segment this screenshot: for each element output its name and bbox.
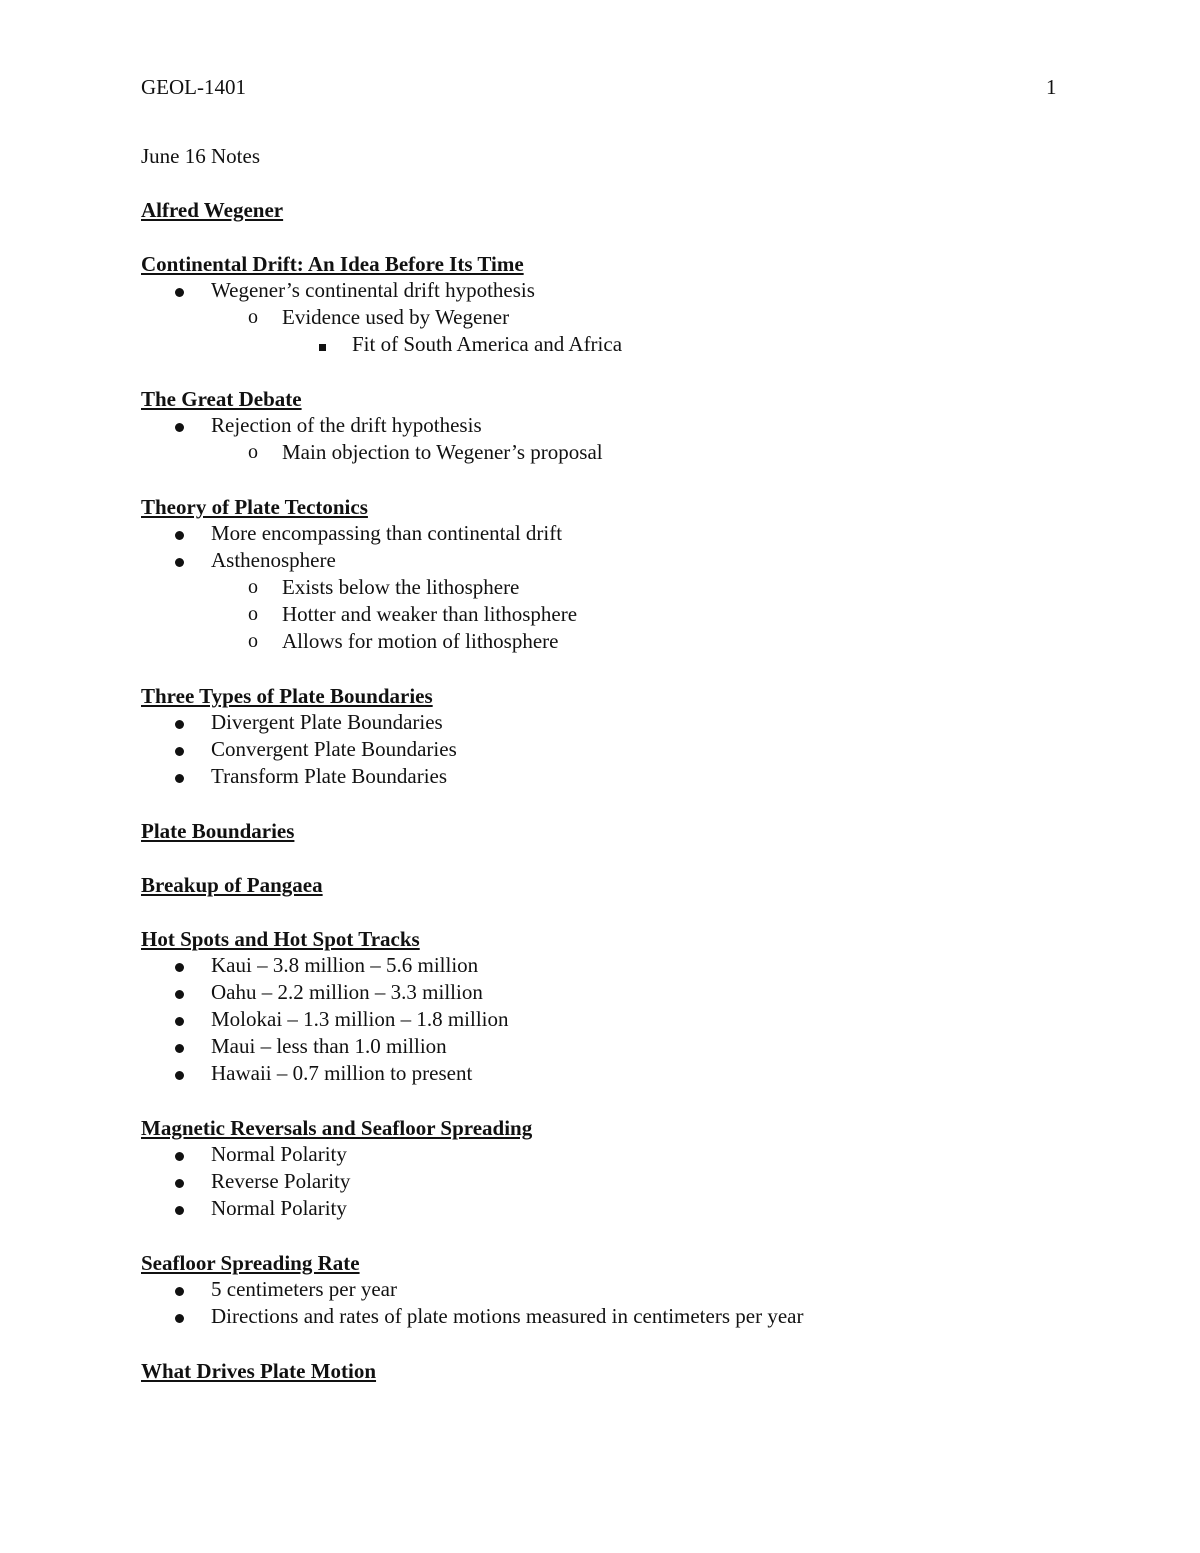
list-item bbox=[141, 1141, 1101, 1168]
list-item-text: 5 centimeters per year bbox=[211, 1277, 397, 1301]
section-heading: Alfred Wegener bbox=[141, 198, 284, 222]
list-item-text: Directions and rates of plate motions measured in centimeters per year bbox=[211, 1304, 804, 1328]
list-item-text: Hawaii – 0.7 million to present bbox=[211, 1061, 473, 1085]
list-item bbox=[141, 1195, 1101, 1222]
list-item bbox=[141, 1006, 1101, 1033]
list-item-text: Fit of South America and Africa bbox=[352, 332, 623, 356]
bullet-dot-icon bbox=[175, 520, 184, 547]
list-item bbox=[141, 709, 1101, 736]
notes-body bbox=[141, 143, 1101, 1412]
bullet-dot-icon bbox=[175, 1303, 184, 1330]
sections-container bbox=[141, 197, 1101, 1384]
list-item bbox=[141, 1060, 1101, 1087]
bullet-dot-icon bbox=[175, 979, 184, 1006]
list-item bbox=[141, 952, 1101, 979]
section-heading: Continental Drift: An Idea Before Its Time bbox=[141, 252, 524, 276]
notes-section bbox=[141, 197, 1101, 223]
notes-title: June 16 Notes bbox=[141, 144, 260, 168]
section-heading: Hot Spots and Hot Spot Tracks bbox=[141, 927, 420, 951]
list-item-text: Transform Plate Boundaries bbox=[211, 764, 448, 788]
notes-section bbox=[141, 926, 1101, 1087]
list-item bbox=[141, 277, 1101, 304]
bullet-o-marker: o bbox=[248, 603, 258, 625]
section-heading: Magnetic Reversals and Seafloor Spreading bbox=[141, 1116, 533, 1140]
list-item-text: Oahu – 2.2 million – 3.3 million bbox=[211, 980, 483, 1004]
section-heading: Breakup of Pangaea bbox=[141, 873, 323, 897]
bullet-dot-icon bbox=[175, 1168, 184, 1195]
list-item-text: Kaui – 3.8 million – 5.6 million bbox=[211, 953, 479, 977]
list-item-text: Asthenosphere bbox=[211, 548, 336, 572]
list-item bbox=[141, 1276, 1101, 1303]
list-item bbox=[141, 439, 1101, 466]
notes-section bbox=[141, 386, 1101, 466]
section-heading: Seafloor Spreading Rate bbox=[141, 1251, 360, 1275]
bullet-dot-icon bbox=[175, 1195, 184, 1222]
list-item bbox=[141, 628, 1101, 655]
section-heading: What Drives Plate Motion bbox=[141, 1359, 377, 1383]
bullet-o-marker: o bbox=[248, 576, 258, 598]
list-item bbox=[141, 331, 1101, 358]
notes-section bbox=[141, 1250, 1101, 1330]
list-item-text: Exists below the lithosphere bbox=[282, 575, 520, 599]
list-item-text: Maui – less than 1.0 million bbox=[211, 1034, 447, 1058]
bullet-dot-icon bbox=[175, 1060, 184, 1087]
list-item-text: Convergent Plate Boundaries bbox=[211, 737, 457, 761]
list-item-text: Normal Polarity bbox=[211, 1142, 347, 1166]
notes-section bbox=[141, 1358, 1101, 1384]
bullet-dot-icon bbox=[175, 412, 184, 439]
bullet-dot-icon bbox=[175, 1141, 184, 1168]
bullet-dot-icon bbox=[175, 277, 184, 304]
list-item bbox=[141, 763, 1101, 790]
bullet-dot-icon bbox=[175, 1276, 184, 1303]
section-heading: The Great Debate bbox=[141, 387, 302, 411]
list-item-text: Wegener’s continental drift hypothesis bbox=[211, 278, 535, 302]
section-heading: Plate Boundaries bbox=[141, 819, 295, 843]
notes-section bbox=[141, 872, 1101, 898]
bullet-dot-icon bbox=[175, 763, 184, 790]
list-item bbox=[141, 1168, 1101, 1195]
bullet-dot-icon bbox=[175, 1006, 184, 1033]
list-item-text: Evidence used by Wegener bbox=[282, 305, 510, 329]
list-item-text: Allows for motion of lithosphere bbox=[282, 629, 559, 653]
section-heading: Three Types of Plate Boundaries bbox=[141, 684, 433, 708]
header-course: GEOL-1401 bbox=[141, 75, 246, 99]
list-item bbox=[141, 574, 1101, 601]
bullet-dot-icon bbox=[175, 952, 184, 979]
list-item bbox=[141, 736, 1101, 763]
list-item bbox=[141, 520, 1101, 547]
bullet-o-marker: o bbox=[248, 441, 258, 463]
bullet-o-marker: o bbox=[248, 630, 258, 652]
list-item-text: Divergent Plate Boundaries bbox=[211, 710, 443, 734]
notes-section bbox=[141, 683, 1101, 790]
bullet-dot-icon bbox=[175, 1033, 184, 1060]
section-heading: Theory of Plate Tectonics bbox=[141, 495, 368, 519]
header-page-number: 1 bbox=[1046, 75, 1057, 99]
notes-section bbox=[141, 1115, 1101, 1222]
list-item bbox=[141, 547, 1101, 574]
list-item-text: Hotter and weaker than lithosphere bbox=[282, 602, 578, 626]
list-item-text: Rejection of the drift hypothesis bbox=[211, 413, 482, 437]
list-item-text: Molokai – 1.3 million – 1.8 million bbox=[211, 1007, 509, 1031]
list-item-text: Main objection to Wegener’s proposal bbox=[282, 440, 603, 464]
bullet-dot-icon bbox=[175, 547, 184, 574]
list-item bbox=[141, 601, 1101, 628]
notes-section bbox=[141, 251, 1101, 358]
list-item-text: Reverse Polarity bbox=[211, 1169, 351, 1193]
list-item bbox=[141, 304, 1101, 331]
bullet-dot-icon bbox=[175, 736, 184, 763]
notes-section bbox=[141, 818, 1101, 844]
list-item-text: Normal Polarity bbox=[211, 1196, 347, 1220]
bullet-o-marker: o bbox=[248, 306, 258, 328]
list-item bbox=[141, 412, 1101, 439]
list-item bbox=[141, 979, 1101, 1006]
square-bullet-icon bbox=[319, 331, 326, 358]
notes-section bbox=[141, 494, 1101, 655]
list-item bbox=[141, 1303, 1101, 1330]
bullet-dot-icon bbox=[175, 709, 184, 736]
list-item bbox=[141, 1033, 1101, 1060]
list-item-text: More encompassing than continental drift bbox=[211, 521, 563, 545]
